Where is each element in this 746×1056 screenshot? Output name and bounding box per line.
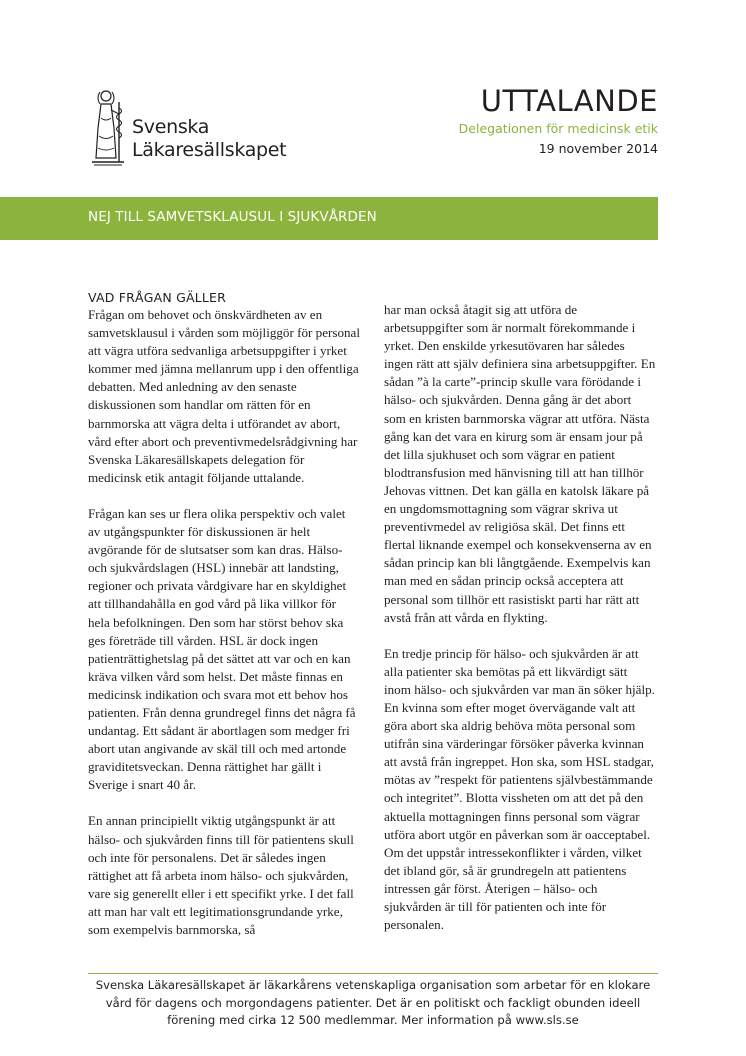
footer-text: Svenska Läkaresällskapet är läkarkårens vetenskapliga organisation som arbetar för en klokare vård för dagens och morgondagens patienter. Det är en politiskt och fackligt obunden ideell förening med cirka 12 500 medlemmar. Mer information på www.sls.se [95, 978, 651, 1027]
paragraph: En annan principiellt viktig utgångspunkt är att hälso- och sjukvården finns till för patientens skull och inte för personalens. Det är således ingen rättighet att få arbeta inom hälso- och sjukvården, vare sig generellt eller i ett specifikt yrke. I det fall att man har valt ett legitimationsgrundande yrke, som exempelvis barnmorska, så [88, 813, 354, 937]
logo-line-2: Läkaresällskapet [132, 139, 287, 161]
delegation-name: Delegationen för medicinsk etik [458, 121, 658, 136]
footer-divider [88, 973, 658, 974]
logo-wordmark [132, 116, 286, 162]
paragraph: En tredje princip för hälso- och sjukvården är att alla patienter ska bemötas på ett likvärdigt sätt inom hälso- och sjukvården var man än söker hjälp. En kvinna som efter moget övervägande valt att göra abort ska aldrig behöva möta personal som utifrån sina värderingar försöker påverka kvinnan att avstå från ingreppet. Hon ska, som HSL stadgar, mötas av ”respekt för patientens självbestämmande och integritet”. Blotta vissheten om att det på den aktuella mottagningen finns personal som vägrar utföra abort utgör en påverkan som är oacceptabel. [384, 645, 655, 842]
left-column [88, 290, 360, 939]
title-banner [0, 197, 658, 240]
document-title: UTTALANDE [480, 84, 658, 118]
paragraph: Om det uppstår intressekonflikter i vården, vilket det ibland gör, så är grundregeln att patientens intressen går först. Återigen – hälso- och sjukvården är till för patienten och inte för personalen. [384, 844, 642, 933]
asclepius-figure-icon [88, 88, 128, 168]
logo-line-1: Svenska [132, 116, 210, 138]
paragraph: Frågan om behovet och önskvärdheten av en samvetsklausul i vården som möjliggör för personal att vägra utföra sedvanliga arbetsuppgifter i yrket kommer med jämna mellanrum upp i den offentliga debatten. Med anledning av den senaste diskussionen som handlar om rätten för en barnmorska att vägra delta i utförandet av abort, vård efter abort och preventivmedelsrådgivning har Svenska Läkaresällskapets delegation för medicinsk etik antagit följande uttalande. [88, 307, 361, 485]
paragraph: Frågan kan ses ur flera olika perspektiv och valet av utgångspunkter för diskussionen är helt avgörande för de slutsatser som kan dras. Hälso- och sjukvårdslagen (HSL) innebär att landsting, regioner och privata vårdgivare har en skyldighet att tillhandahålla en god vård på lika villkor för hela befolkningen. Den som har störst behov ska ges företräde till vården. HSL är dock ingen patienträttighetslag på det sättet att var och en kan kräva vilken vård som helst. Det måste finnas en medicinsk indikation och svara mot ett behov hos patienten. Från denna grundregel finns det några få undantag. Ett sådant är abortlagen som medger fri abort utan angivande av skäl till och med artonde graviditetsveckan. Denna rättighet har gällt i Sverige i snart 40 år. [88, 505, 356, 793]
organization-logo [88, 88, 288, 168]
banner-title: NEJ TILL SAMVETSKLAUSUL I SJUKVÅRDEN [88, 209, 377, 225]
document-date: 19 november 2014 [538, 141, 658, 156]
document-header [459, 84, 658, 158]
section-heading: VAD FRÅGAN GÄLLER [88, 290, 227, 305]
right-column [384, 301, 656, 934]
paragraph: har man också åtagit sig att utföra de arbetsuppgifter som är normalt förekommande i yrket. Den enskilde yrkesutövaren har således ingen rätt att själv definiera sina arbetsuppgifter. En sådan ”à la carte”-princip skulle vara förödande i hälso- och sjukvården. Denna gång är det abort som en kristen barnmorska vägrar att utföra. Nästa gång kan det vara en kirurg som är ensam jour på det lilla sjukhuset och som vägrar en patient blodtransfusion med hänvisning till att han tillhör Jehovas vittnen. Det kan gälla en katolsk läkare på en ungdomsmottagning som vägrar skriva ut preventivmedel av religiösa skäl. Det finns ett flertal liknande exempel och konsekvenserna av en sådan princip kan bli långtgående. Exempelvis kan man med en sådan princip också acceptera att personal som tillhör ett rasistiskt parti har rätt att avstå från att vårda en flykting. [384, 302, 656, 625]
